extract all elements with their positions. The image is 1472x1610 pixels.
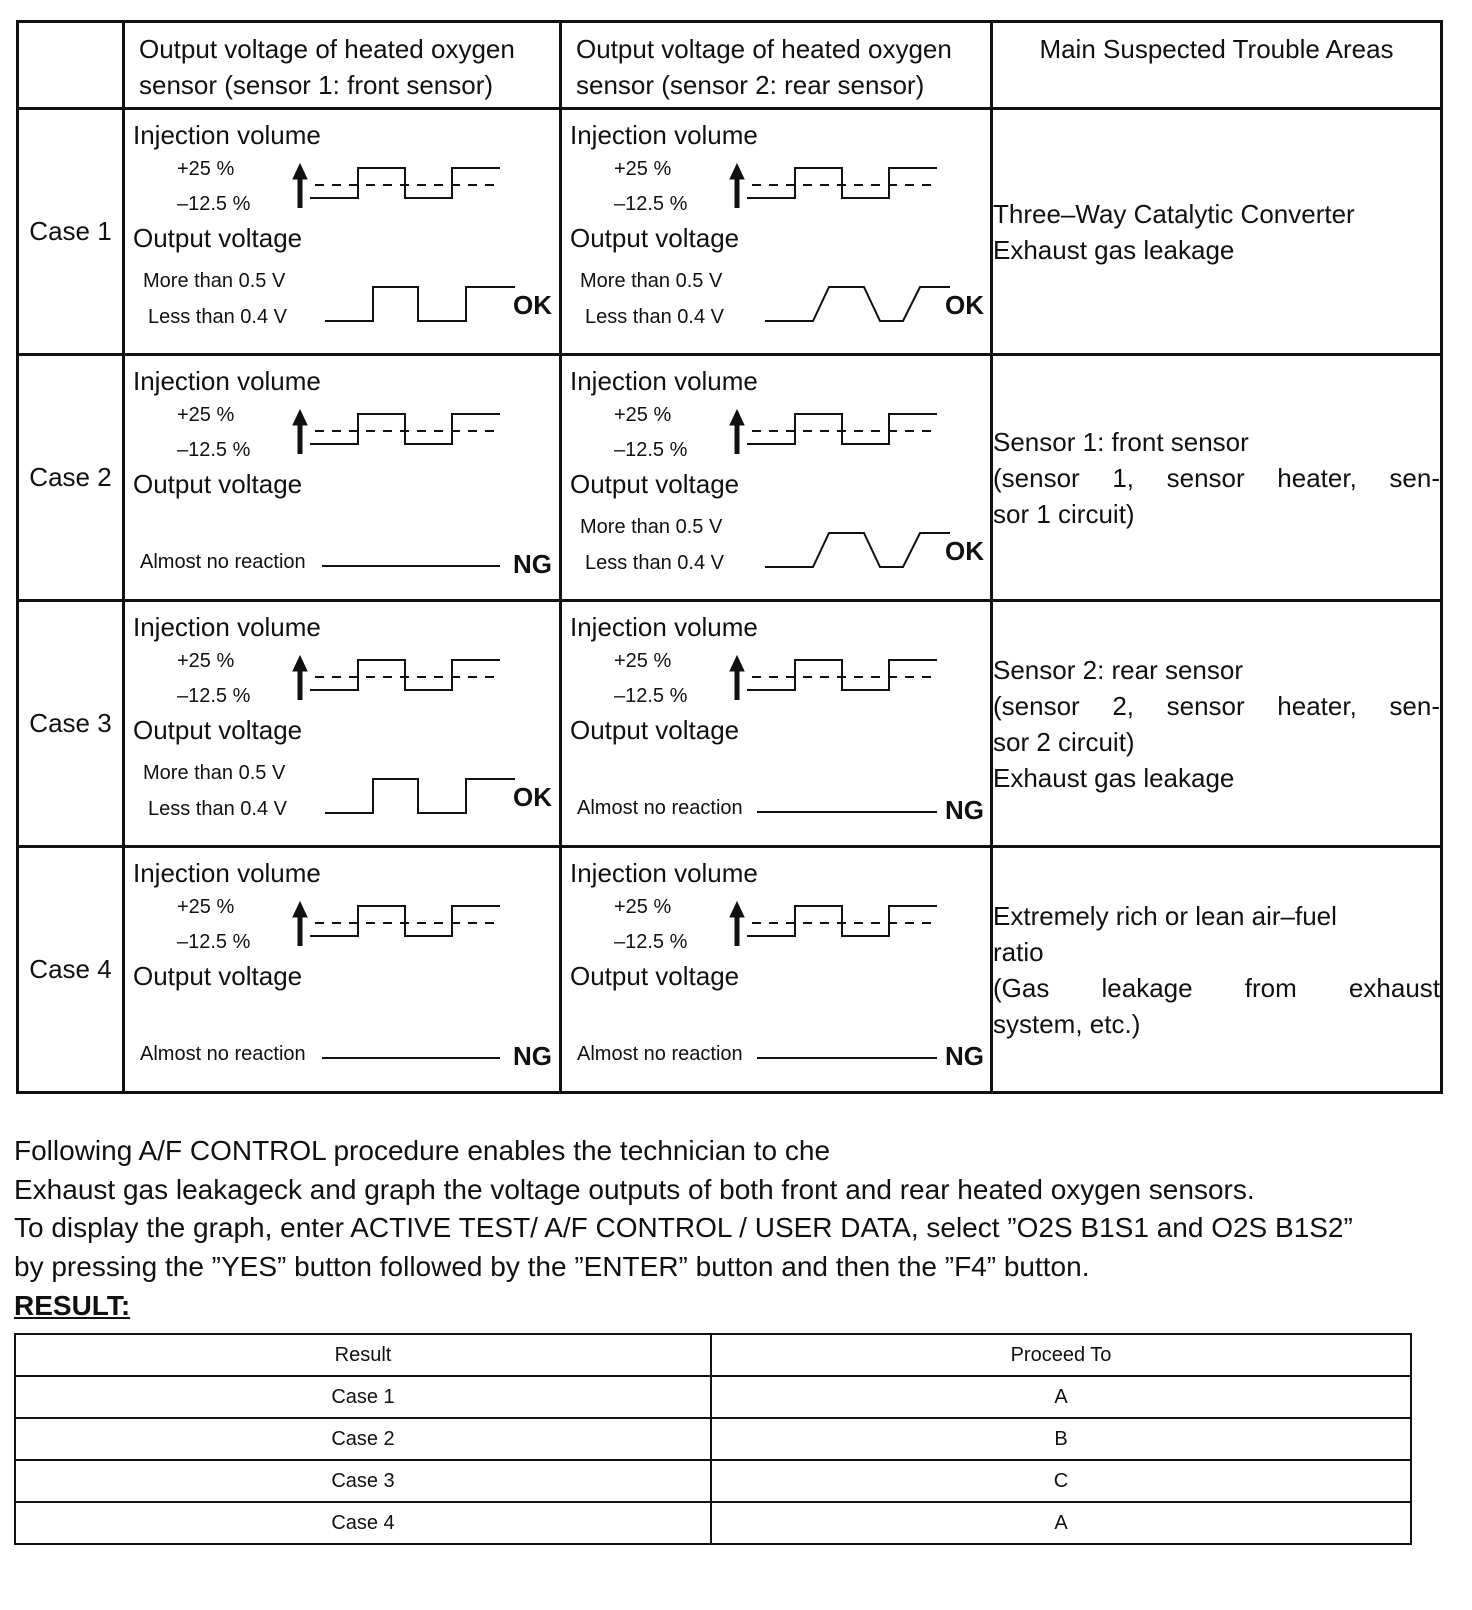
output-signal [765, 529, 950, 573]
injection-signal [727, 162, 942, 212]
case-name: Case 2 [29, 462, 112, 492]
proceed-cell: A [711, 1376, 1411, 1418]
table-row [15, 1376, 1411, 1418]
no-reaction-line [322, 1055, 500, 1061]
result-table [14, 1333, 1412, 1545]
minus-12-5-label: –12.5 % [614, 193, 688, 215]
plus-25-label: +25 % [614, 158, 672, 180]
minus-12-5-label: –12.5 % [614, 439, 688, 461]
injection-volume-label: Injection volume [133, 858, 321, 888]
more-than-label: More than 0.5 V [580, 516, 723, 538]
injection-signal [290, 900, 505, 950]
more-than-label: More than 0.5 V [143, 762, 286, 784]
injection-signal [727, 408, 942, 458]
trouble-line: system, etc.) [993, 1008, 1141, 1039]
no-reaction-line [322, 563, 500, 569]
rear-sensor-cell [561, 109, 992, 355]
proceed-cell: C [711, 1460, 1411, 1502]
less-than-label: Less than 0.4 V [585, 552, 724, 574]
case-row [18, 355, 1442, 601]
header-row [18, 22, 1442, 109]
trouble-line: ratio [993, 936, 1044, 967]
paragraph-line: by pressing the ”YES” button followed by the ”ENTER” button and then the ”F4” button. [14, 1250, 1090, 1282]
injection-signal [727, 654, 942, 704]
table-row [15, 1460, 1411, 1502]
trouble-line: Exhaust gas leakage [993, 234, 1235, 265]
sensor-graph [562, 602, 990, 845]
proceed-cell: A [711, 1502, 1411, 1544]
case-row [18, 847, 1442, 1093]
trouble-line: sor 1 circuit) [993, 498, 1135, 529]
header-rear-sensor: Output voltage of heated oxygen sensor (sensor 2: rear sensor) [561, 22, 992, 109]
table-row [15, 1502, 1411, 1544]
verdict-ng: NG [945, 795, 984, 825]
plus-25-label: +25 % [614, 404, 672, 426]
injection-volume-label: Injection volume [570, 858, 758, 888]
less-than-label: Less than 0.4 V [585, 306, 724, 328]
minus-12-5-label: –12.5 % [177, 439, 251, 461]
trouble-areas-cell [992, 109, 1442, 355]
case-label [18, 109, 124, 355]
minus-12-5-label: –12.5 % [614, 931, 688, 953]
more-than-label: More than 0.5 V [143, 270, 286, 292]
sensor-graph [562, 848, 990, 1091]
trouble-line: Exhaust gas leakage [993, 762, 1235, 793]
output-voltage-label: Output voltage [570, 469, 740, 499]
plus-25-label: +25 % [177, 896, 235, 918]
verdict-ok: OK [513, 290, 552, 320]
minus-12-5-label: –12.5 % [614, 685, 688, 707]
case-name: Case 3 [29, 708, 112, 738]
procedure-paragraph [14, 1132, 1454, 1286]
trouble-line: Sensor 2: rear sensor [993, 654, 1244, 685]
plus-25-label: +25 % [177, 404, 235, 426]
injection-signal [727, 900, 942, 950]
sensor-graph [125, 848, 559, 1091]
sensor-graph [125, 602, 559, 845]
header-empty [18, 22, 124, 109]
more-than-label: More than 0.5 V [580, 270, 723, 292]
paragraph-line: Exhaust gas leakageck and graph the voltage outputs of both front and rear heated oxygen sensors. [14, 1173, 1255, 1205]
verdict-ng: NG [513, 1041, 552, 1071]
trouble-line: sor 2 circuit) [993, 726, 1135, 757]
front-sensor-cell [124, 109, 561, 355]
result-cell: Case 2 [15, 1418, 711, 1460]
trouble-line: (sensor 2, sensor heater, sen- [993, 690, 1440, 721]
output-voltage-label: Output voltage [133, 715, 303, 745]
no-reaction-line [757, 809, 937, 815]
almost-no-reaction-label: Almost no reaction [577, 1043, 743, 1065]
almost-no-reaction-label: Almost no reaction [577, 797, 743, 819]
injection-volume-label: Injection volume [133, 612, 321, 642]
output-signal [325, 283, 515, 327]
result-header-row [15, 1334, 1411, 1376]
trouble-line: Sensor 1: front sensor [993, 426, 1249, 457]
trouble-line: (Gas leakage from exhaust [993, 972, 1440, 1003]
proceed-header: Proceed To [711, 1334, 1411, 1376]
sensor-graph [125, 356, 559, 599]
header-front-sensor: Output voltage of heated oxygen sensor (sensor 1: front sensor) [124, 22, 561, 109]
rear-sensor-cell [561, 847, 992, 1093]
verdict-ok: OK [945, 536, 984, 566]
front-sensor-cell [124, 355, 561, 601]
no-reaction-line [757, 1055, 937, 1061]
less-than-label: Less than 0.4 V [148, 798, 287, 820]
case-label [18, 601, 124, 847]
output-signal [765, 283, 950, 327]
front-sensor-cell [124, 601, 561, 847]
front-sensor-cell [124, 847, 561, 1093]
proceed-cell: B [711, 1418, 1411, 1460]
output-voltage-label: Output voltage [133, 223, 303, 253]
output-voltage-label: Output voltage [133, 961, 303, 991]
injection-volume-label: Injection volume [133, 120, 321, 150]
paragraph-line: Following A/F CONTROL procedure enables the technician to che [14, 1135, 831, 1166]
paragraph-line: To display the graph, enter ACTIVE TEST/ A/F CONTROL / USER DATA, select ”O2S B1S1 and O2S B1S2” [14, 1212, 1353, 1243]
case-label [18, 355, 124, 601]
sensor-graph [562, 110, 990, 353]
verdict-ok: OK [513, 782, 552, 812]
output-voltage-label: Output voltage [570, 961, 740, 991]
trouble-areas-cell [992, 847, 1442, 1093]
case-name: Case 1 [29, 216, 112, 246]
injection-volume-label: Injection volume [570, 366, 758, 396]
minus-12-5-label: –12.5 % [177, 193, 251, 215]
injection-signal [290, 654, 505, 704]
verdict-ok: OK [945, 290, 984, 320]
verdict-ng: NG [945, 1041, 984, 1071]
injection-volume-label: Injection volume [570, 120, 758, 150]
plus-25-label: +25 % [614, 896, 672, 918]
case-name: Case 4 [29, 954, 112, 984]
trouble-line: Three–Way Catalytic Converter [993, 198, 1355, 229]
rear-sensor-cell [561, 355, 992, 601]
result-header: Result [15, 1334, 711, 1376]
output-voltage-label: Output voltage [570, 223, 740, 253]
output-voltage-label: Output voltage [133, 469, 303, 499]
table-row [15, 1418, 1411, 1460]
injection-volume-label: Injection volume [133, 366, 321, 396]
injection-volume-label: Injection volume [570, 612, 758, 642]
output-voltage-label: Output voltage [570, 715, 740, 745]
rear-sensor-cell [561, 601, 992, 847]
result-heading: RESULT: [14, 1290, 131, 1321]
case-label [18, 847, 124, 1093]
case-row [18, 109, 1442, 355]
almost-no-reaction-label: Almost no reaction [140, 1043, 306, 1065]
almost-no-reaction-label: Almost no reaction [140, 551, 306, 573]
injection-signal [290, 408, 505, 458]
less-than-label: Less than 0.4 V [148, 306, 287, 328]
header-trouble-areas: Main Suspected Trouble Areas [992, 22, 1442, 109]
case-table [16, 20, 1443, 1094]
trouble-areas-cell [992, 601, 1442, 847]
injection-signal [290, 162, 505, 212]
case-row [18, 601, 1442, 847]
trouble-line: (sensor 1, sensor heater, sen- [993, 462, 1440, 493]
verdict-ng: NG [513, 549, 552, 579]
result-cell: Case 4 [15, 1502, 711, 1544]
plus-25-label: +25 % [177, 158, 235, 180]
result-cell: Case 3 [15, 1460, 711, 1502]
sensor-graph [562, 356, 990, 599]
minus-12-5-label: –12.5 % [177, 685, 251, 707]
trouble-areas-cell [992, 355, 1442, 601]
trouble-line: Extremely rich or lean air–fuel [993, 900, 1337, 931]
sensor-graph [125, 110, 559, 353]
plus-25-label: +25 % [614, 650, 672, 672]
result-cell: Case 1 [15, 1376, 711, 1418]
plus-25-label: +25 % [177, 650, 235, 672]
minus-12-5-label: –12.5 % [177, 931, 251, 953]
output-signal [325, 775, 515, 819]
